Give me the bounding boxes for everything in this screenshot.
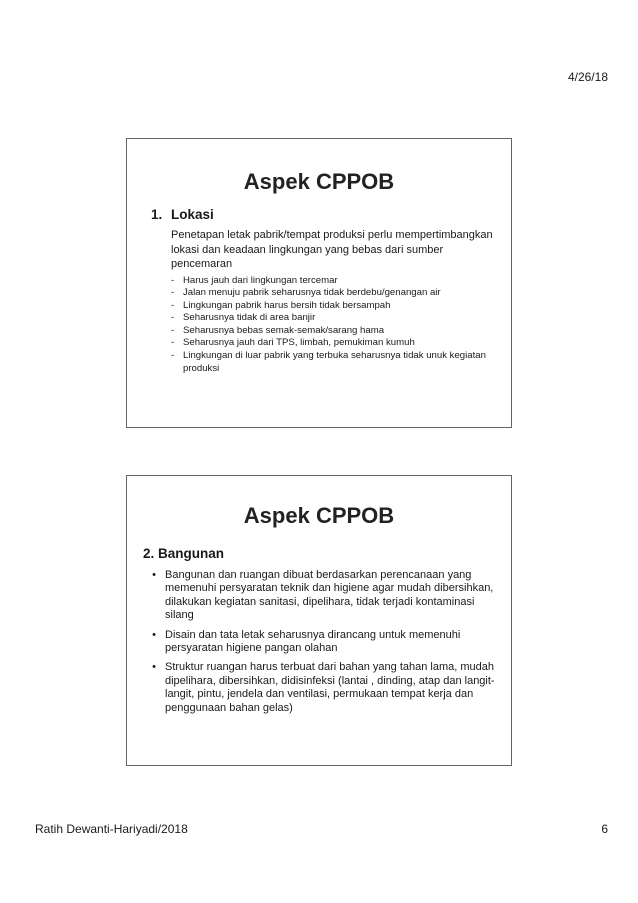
criteria-list: [171, 275, 495, 376]
list-item: • Disain dan tata letak seharusnya dirancang untuk memenuhi persyaratan higiene pangan olahan: [143, 629, 499, 656]
section-title: 2. Bangunan: [143, 546, 225, 561]
bullet-icon: •: [152, 569, 156, 581]
bullet-icon: •: [152, 661, 156, 674]
slide-title: Aspek CPPOB: [243, 503, 395, 528]
list-item: - Seharusnya jauh dari TPS, limbah, pemukiman kumuh: [171, 337, 415, 349]
slide-bangunan: [126, 475, 512, 766]
list-item: - Jalan menuju pabrik seharusnya tidak berdebu/genangan air: [171, 287, 441, 299]
list-item: • Bangunan dan ruangan dibuat berdasarkan perencanaan yang memenuhi persyaratan teknik dan higiene agar mudah dibersihkan, dilakukan kegiatan sanitasi, dipelihara, tidak terjadi kontaminasi silang: [143, 569, 499, 623]
list-item: - Lingkungan di luar pabrik yang terbuka seharusnya tidak unuk kegiatan produksi: [171, 350, 486, 374]
list-item: • Struktur ruangan harus terbuat dari bahan yang tahan lama, mudah dipelihara, dibersihkan, didisinfeksi (lantai , dinding, atap dan langit-langit, pintu, jendela dan ventilasi, permukaan tempat kerja dan penggunaan bahan gelas): [143, 661, 499, 715]
list-item: - Seharusnya tidak di area banjir: [171, 312, 316, 324]
section-title: Lokasi: [171, 207, 214, 222]
page-date: 4/26/18: [567, 70, 608, 84]
section-number: 1.: [151, 207, 163, 222]
slide-content: [151, 207, 495, 375]
list-item: - Seharusnya bebas semak-semak/sarang hama: [171, 324, 385, 336]
list-item: - Lingkungan pabrik harus bersih tidak bersampah: [171, 299, 391, 311]
slide-content: [143, 546, 499, 721]
footer-author: Ratih Dewanti-Hariyadi/2018: [35, 822, 188, 836]
page-number: 6: [601, 822, 608, 836]
slide-title: Aspek CPPOB: [243, 169, 395, 194]
bullet-icon: •: [152, 628, 156, 641]
criteria-list: [143, 569, 499, 715]
slide-lokasi: [126, 138, 512, 428]
section-heading: [151, 207, 495, 222]
section-intro: Penetapan letak pabrik/tempat produksi perlu mempertimbangkan lokasi dan keadaan lingkungan yang bebas dari sumber pencemaran: [171, 229, 493, 270]
list-item: - Harus jauh dari lingkungan tercemar: [171, 274, 338, 286]
